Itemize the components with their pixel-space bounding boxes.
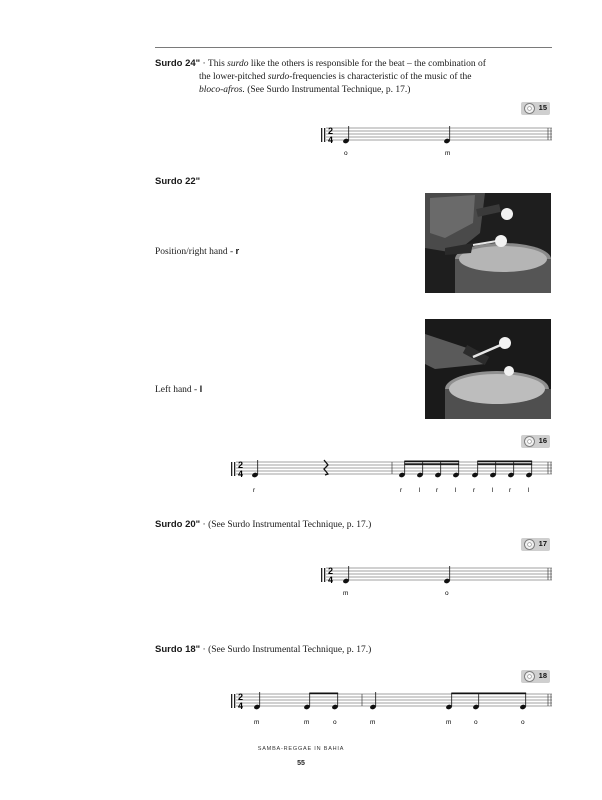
sixteenth-note-group [471,461,532,479]
surdo-18-heading: Surdo 18" [155,644,201,655]
stroke-label: o [333,719,337,726]
stroke-label: m [304,719,310,726]
stroke-label: m [370,719,376,726]
track-number: 18 [538,671,547,680]
cd-icon [524,539,535,550]
photo-left-hand [425,319,551,419]
stroke-label: m [254,719,260,726]
text: (See Surdo Instrumental Technique, p. 17.) [244,85,411,95]
track-number: 15 [538,103,547,112]
surdo-22-heading: Surdo 22" [155,176,201,187]
percussion-clef-icon [231,694,235,708]
caption-right-hand [155,245,239,259]
notation-staff-1 [318,122,558,162]
stroke-label: r [400,487,403,494]
notation-staff-4 [228,688,558,730]
stroke-label: o [521,719,525,726]
cd-icon [524,671,535,682]
note [443,126,450,144]
cd-track-badge-16 [521,435,550,448]
notation-staff-2 [228,456,558,498]
stroke-label: r [473,487,476,494]
cd-track-badge-17 [521,538,550,551]
text: the lower-pitched [199,72,268,82]
stroke-label: l [455,487,457,494]
note [342,566,349,584]
emphasis: surdo [227,59,249,69]
stroke-label: r [253,487,256,494]
cd-icon [524,436,535,447]
surdo-20-heading: Surdo 20" [155,519,201,530]
surdo-24-paragraph [155,57,555,97]
percussion-clef-icon [231,462,235,476]
time-sig-bottom: 4 [238,469,244,479]
text: This [207,59,228,69]
time-sig-bottom: 4 [328,135,334,145]
header-rule [155,47,552,48]
emphasis: surdo [267,72,290,82]
percussion-clef-icon [321,128,325,142]
stroke-label: o [474,719,478,726]
time-sig-top: 2 [238,460,244,470]
eighth-note-pair [303,693,338,711]
stroke-label: m [446,719,452,726]
caption-text: Left hand - [155,385,200,395]
sixteenth-note-group [398,461,459,479]
surdo-18-line [155,643,371,657]
track-number: 17 [538,539,547,548]
stroke-label: r [509,487,512,494]
stroke-label: l [419,487,421,494]
surdo-24-heading: Surdo 24" [155,58,201,69]
running-footer-title: SAMBA-REGGAE IN BAHIA [257,746,345,752]
emphasis: bloco-afros. [199,85,245,95]
caption-symbol: r [235,246,240,257]
notation-staff-3 [318,562,558,602]
reference-note: · (See Surdo Instrumental Technique, p. 17.) [200,520,372,530]
note [342,126,349,144]
caption-text: Position/right hand - [155,247,236,257]
time-sig-bottom: 4 [328,575,334,585]
stroke-label: o [445,590,449,597]
note [251,460,258,478]
percussion-clef-icon [321,568,325,582]
stroke-label: o [344,150,348,157]
separator: · [200,59,208,69]
stroke-label: r [436,487,439,494]
caption-left-hand [155,383,202,397]
reference-note: · (See Surdo Instrumental Technique, p. 17.) [200,645,372,655]
note [253,692,260,710]
photo-right-hand-position [425,193,551,293]
time-sig-bottom: 4 [238,701,244,711]
track-number: 16 [538,436,547,445]
stroke-label: l [528,487,530,494]
cd-track-badge-18 [521,670,550,683]
page-number: 55 [297,760,305,767]
time-sig-top: 2 [328,566,334,576]
time-sig-top: 2 [328,126,334,136]
stroke-label: m [445,150,451,157]
time-sig-top: 2 [238,692,244,702]
note [369,692,376,710]
text: like the others is responsible for the beat – the combination of [248,59,486,69]
note [443,566,450,584]
eighth-note-triplet [445,693,526,711]
cd-icon [524,103,535,114]
stroke-label: m [343,590,349,597]
surdo-20-line [155,518,371,532]
caption-symbol: l [199,384,203,395]
text: -frequencies is characteristic of the music of the [289,72,472,82]
cd-track-badge-15 [521,102,550,115]
stroke-label: l [492,487,494,494]
